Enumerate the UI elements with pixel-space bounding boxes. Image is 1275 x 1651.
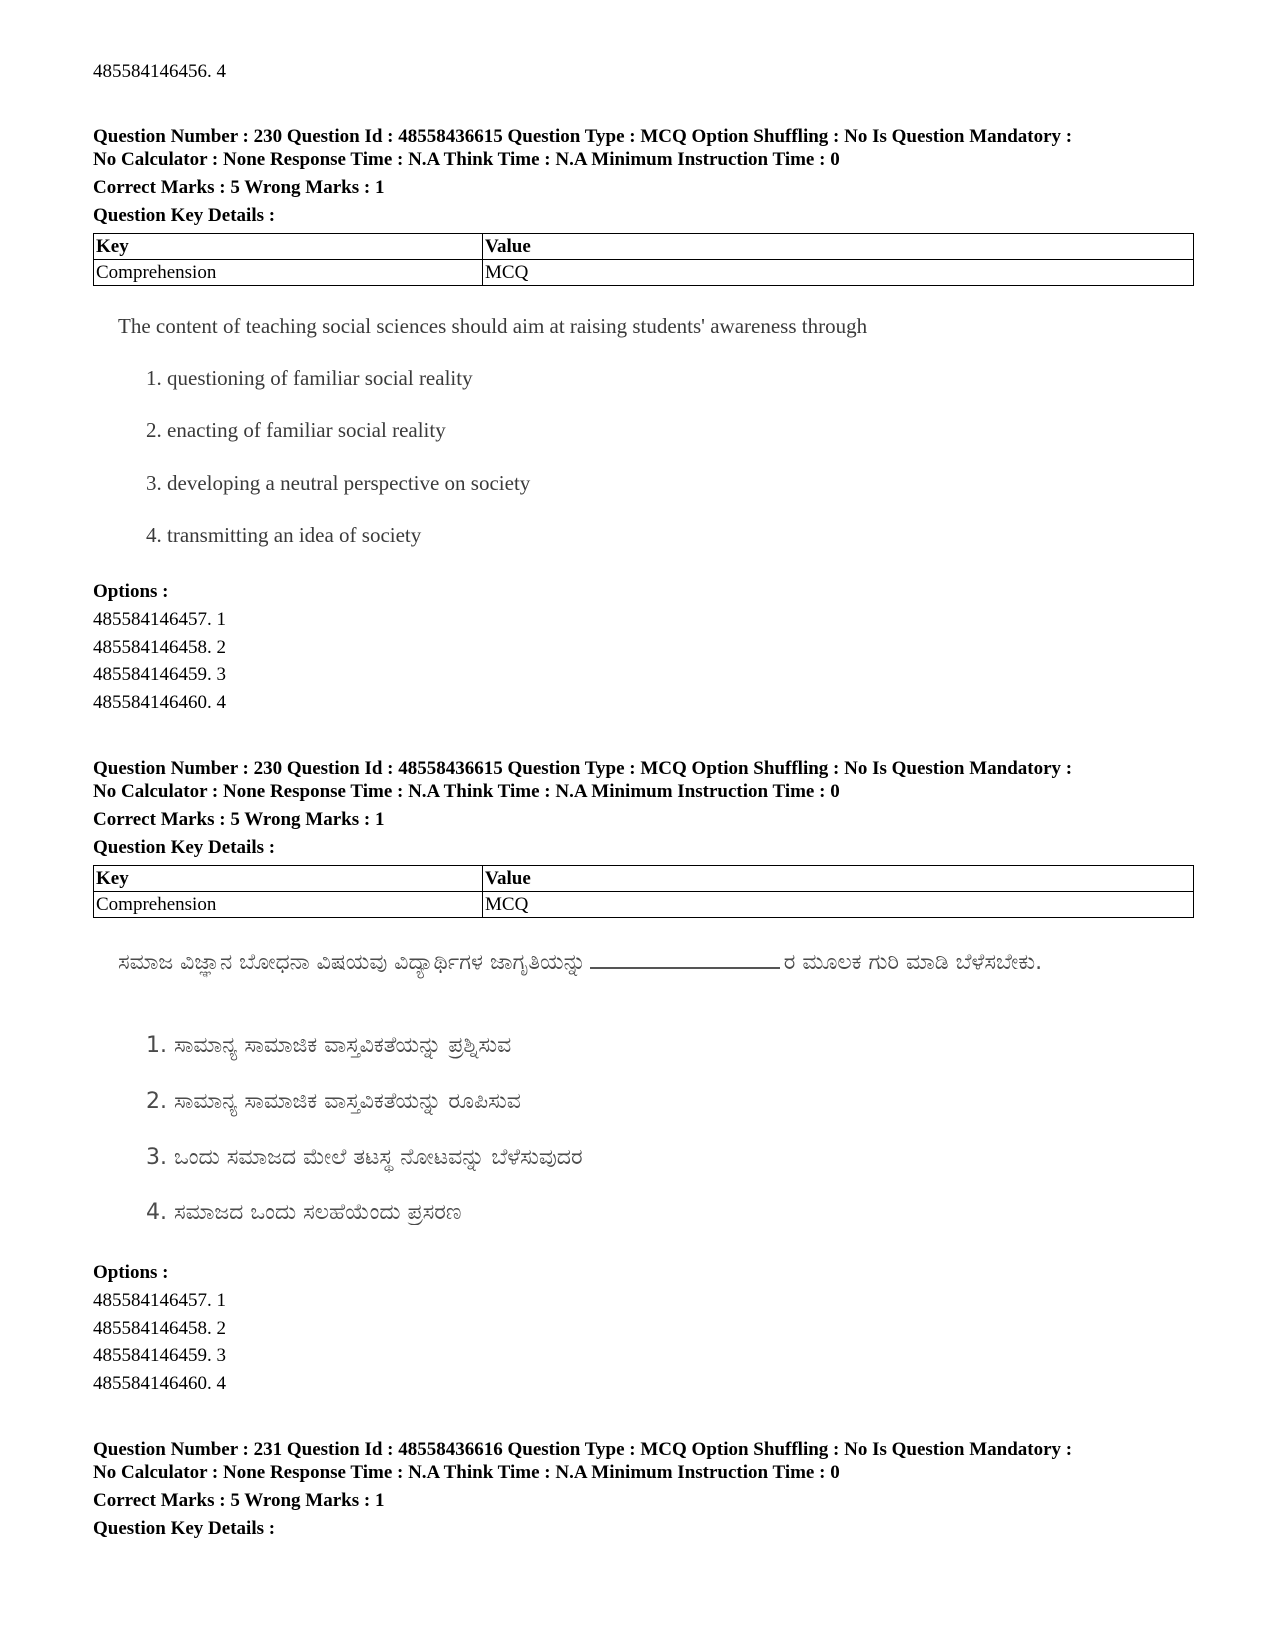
question-choice: 2. ಸಾಮಾನ್ಯ ಸಾಮಾಜಿಕ ವಾಸ್ತವಿಕತೆಯನ್ನು ರೂಪಿಸುವ — [146, 1089, 521, 1114]
question-choice: 1. ಸಾಮಾನ್ಯ ಸಾಮಾಜಿಕ ವಾಸ್ತವಿಕತೆಯನ್ನು ಪ್ರಶ್ನಿಸುವ — [146, 1033, 512, 1058]
table-row — [94, 260, 1194, 286]
question-marks: Correct Marks : 5 Wrong Marks : 1 — [93, 1490, 385, 1511]
table-row — [94, 892, 1194, 918]
question-header-line2: No Calculator : None Response Time : N.A Think Time : N.A Minimum Instruction Time : 0 — [93, 149, 840, 170]
option-item: 485584146457. 1 — [93, 609, 226, 630]
option-item: 485584146459. 3 — [93, 664, 226, 685]
option-item: 485584146456. 4 — [93, 61, 226, 82]
question-header-line1: Question Number : 231 Question Id : 48558436616 Question Type : MCQ Option Shuffling : No Is Question Mandatory : — [93, 1439, 1073, 1460]
question-key-details-table — [93, 865, 1194, 918]
table-header-value: Value — [483, 866, 1194, 892]
options-label: Options : — [93, 581, 169, 602]
table-header-row — [94, 234, 1194, 260]
question-header-line1: Question Number : 230 Question Id : 48558436615 Question Type : MCQ Option Shuffling : No Is Question Mandatory : — [93, 126, 1073, 147]
question-key-details-label: Question Key Details : — [93, 205, 276, 226]
option-item: 485584146459. 3 — [93, 1345, 226, 1366]
table-cell-value: MCQ — [483, 260, 1194, 286]
question-header-line2: No Calculator : None Response Time : N.A Think Time : N.A Minimum Instruction Time : 0 — [93, 781, 840, 802]
question-header-line2: No Calculator : None Response Time : N.A Think Time : N.A Minimum Instruction Time : 0 — [93, 1462, 840, 1483]
table-cell-key: Comprehension — [94, 892, 483, 918]
table-cell-key: Comprehension — [94, 260, 483, 286]
question-key-details-label: Question Key Details : — [93, 1518, 276, 1539]
option-item: 485584146458. 2 — [93, 637, 226, 658]
question-stem-part2: ರ ಮೂಲಕ ಗುರಿ ಮಾಡಿ ಬೆಳೆಸಬೇಕು. — [783, 950, 1043, 975]
table-cell-value: MCQ — [483, 892, 1194, 918]
question-stem — [118, 947, 1138, 979]
options-label: Options : — [93, 1262, 169, 1283]
table-header-key: Key — [94, 234, 483, 260]
question-choice: 4. transmitting an idea of society — [146, 523, 422, 547]
question-marks: Correct Marks : 5 Wrong Marks : 1 — [93, 809, 385, 830]
option-item: 485584146460. 4 — [93, 1373, 226, 1394]
question-stem: The content of teaching social sciences should aim at raising students' awareness through — [118, 314, 868, 338]
question-stem-part1: ಸಮಾಜ ವಿಜ್ಞಾನ ಬೋಧನಾ ವಿಷಯವು ವಿದ್ಯಾರ್ಥಿಗಳ ಜಾಗೃತಿಯನ್ನು — [118, 950, 586, 975]
question-choice: 2. enacting of familiar social reality — [146, 418, 446, 442]
table-header-value: Value — [483, 234, 1194, 260]
question-choice: 1. questioning of familiar social reality — [146, 366, 473, 390]
question-key-details-label: Question Key Details : — [93, 837, 276, 858]
question-header-line1: Question Number : 230 Question Id : 48558436615 Question Type : MCQ Option Shuffling : No Is Question Mandatory : — [93, 758, 1073, 779]
question-marks: Correct Marks : 5 Wrong Marks : 1 — [93, 177, 385, 198]
question-choice: 3. developing a neutral perspective on society — [146, 471, 531, 495]
option-item: 485584146457. 1 — [93, 1290, 226, 1311]
table-header-row — [94, 866, 1194, 892]
question-choice: 3. ಒಂದು ಸಮಾಜದ ಮೇಲೆ ತಟಸ್ಥ ನೋಟವನ್ನು ಬೆಳೆಸುವುದರ — [146, 1145, 583, 1170]
option-item: 485584146458. 2 — [93, 1318, 226, 1339]
fill-in-blank — [590, 949, 780, 969]
table-header-key: Key — [94, 866, 483, 892]
question-key-details-table — [93, 233, 1194, 286]
option-item: 485584146460. 4 — [93, 692, 226, 713]
question-choice: 4. ಸಮಾಜದ ಒಂದು ಸಲಹೆಯೆಂದು ಪ್ರಸರಣ — [146, 1200, 462, 1225]
